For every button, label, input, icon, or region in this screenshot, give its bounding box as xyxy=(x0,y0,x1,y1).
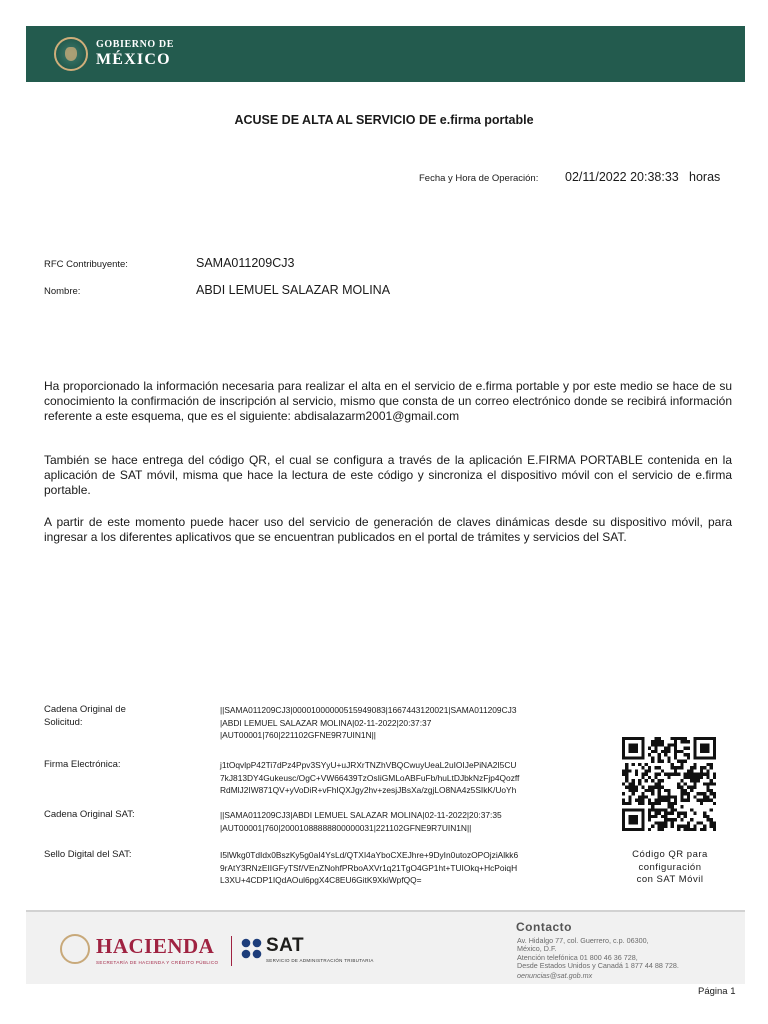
operation-date-label: Fecha y Hora de Operación: xyxy=(419,173,539,184)
qr-caption: Código QR para configuración con SAT Móvil xyxy=(632,849,708,885)
contact-phone-usa: Desde Estados Unidos y Canadá 1 877 44 88 728. xyxy=(517,961,679,970)
paragraph-alta: Ha proporcionado la información necesaria para realizar el alta en el servicio de e.firma portable y por este medio se hace de su conocimiento la confirmación de inscripción al servicio, mismo que consta de un correo electrónico donde se recibirá información referente a este esquema, que es el siguiente: abdisalazarm2001@gmail.com xyxy=(44,379,732,423)
rfc-value: SAMA011209CJ3 xyxy=(196,256,295,270)
paragraph-claves: A partir de este momento puede hacer uso del servicio de generación de claves dinámicas desde su dispositivo móvil, para ingresar a los diferentes aplicativos que se encuentran publicados en el portal de trámites y servicios del SAT. xyxy=(44,515,732,544)
footer xyxy=(26,910,745,984)
sello-digital-value: I5lWkg0TdIdx0BszKy5g0aI4YsLd/QTXI4aYboCXEJhre+9DyIn0utozOPOjziAlkk6 9rAtY3RNzEIIGFyTSf/VEnZNohfPRboAXVr1q21TgO4GP1ht+TUIOkq+HcPoiqH L3XU+4CDP1IQdAOul6pgX4C8EU6GitK9XkiWpfQQ= xyxy=(220,850,519,885)
paragraph-qr: También se hace entrega del código QR, el cual se configura a través de la aplicación E.FIRMA PORTABLE contenida en la aplicación de SAT móvil, misma que hace la lectura de este código y sincroniza el dispositivo móvil con el servicio de e.firma portable. xyxy=(44,453,732,497)
gobierno-logo-text xyxy=(96,40,174,68)
page-number: Página 1 xyxy=(698,986,736,997)
cadena-solicitud-label: Cadena Original de Solicitud: xyxy=(44,704,126,728)
name-label: Nombre: xyxy=(44,286,81,297)
document-title: ACUSE DE ALTA AL SERVICIO DE e.firma portable xyxy=(234,113,534,127)
firma-electronica-label: Firma Electrónica: xyxy=(44,759,121,770)
contact-address: Av. Hidalgo 77, col. Guerrero, c.p. 06300, xyxy=(517,936,649,945)
name-value: ABDI LEMUEL SALAZAR MOLINA xyxy=(196,283,391,297)
cadena-sat-value: ||SAMA011209CJ3|ABDI LEMUEL SALAZAR MOLINA|02-11-2022|20:37:35 |AUT00001|760|20001088888800000031|221102GFNE9R7UIN1N|| xyxy=(220,810,502,833)
gobierno-line2: MÉXICO xyxy=(96,51,171,68)
sat-logo-icon xyxy=(241,938,263,960)
sello-digital-label: Sello Digital del SAT: xyxy=(44,849,132,860)
cadena-sat-label: Cadena Original SAT: xyxy=(44,809,135,820)
operation-date-suffix: horas xyxy=(689,170,721,184)
sat-subtitle: SERVICIO DE ADMINISTRACIÓN TRIBUTARIA xyxy=(266,958,374,963)
contact-title: Contacto xyxy=(516,920,572,934)
qr-code-icon xyxy=(622,737,716,831)
hacienda-seal-icon xyxy=(60,934,90,964)
rfc-label: RFC Contribuyente: xyxy=(44,259,128,270)
hacienda-subtitle: SECRETARÍA DE HACIENDA Y CRÉDITO PÚBLICO xyxy=(96,960,219,965)
coat-of-arms-icon xyxy=(54,37,88,71)
gobierno-header xyxy=(26,26,745,82)
footer-divider xyxy=(231,936,232,966)
contact-city: México, D.F. xyxy=(517,944,557,953)
firma-electronica-value: j1tOqvlpP42Ti7dPz4Ppv3SYyU+uJRXrTNZhVBQCwuyUeaL2uIOIJePiNA2I5CU 7kJ813DY4Gukeusc/OgC+VW66439TzOsIiGMLoABFuFb/huLtDJbkNzFjp4Qozff RdMlJ2IW871QV+yVoDiR+vFhIQXJgy2hv+zesjJBsXa/zgjLO8NA4z5SIkK/UoYh xyxy=(220,760,520,795)
gobierno-line1: GOBIERNO DE xyxy=(96,39,175,50)
sat-logo-text: SAT xyxy=(266,935,305,956)
contact-phone: Atención telefónica 01 800 46 36 728, xyxy=(517,953,638,962)
operation-date-value: 02/11/2022 20:38:33 xyxy=(565,170,679,184)
cadena-solicitud-value: ||SAMA011209CJ3|00001000000515949083|1667443120021|SAMA011209CJ3 |ABDI LEMUEL SALAZAR MOLINA|02-11-2022|20:37:37 |AUT00001|760|221102GFNE9R7UIN1N|| xyxy=(220,705,517,740)
hacienda-logo-text: HACIENDA xyxy=(96,934,215,958)
contact-email: oenuncias@sat.gob.mx xyxy=(517,971,593,980)
